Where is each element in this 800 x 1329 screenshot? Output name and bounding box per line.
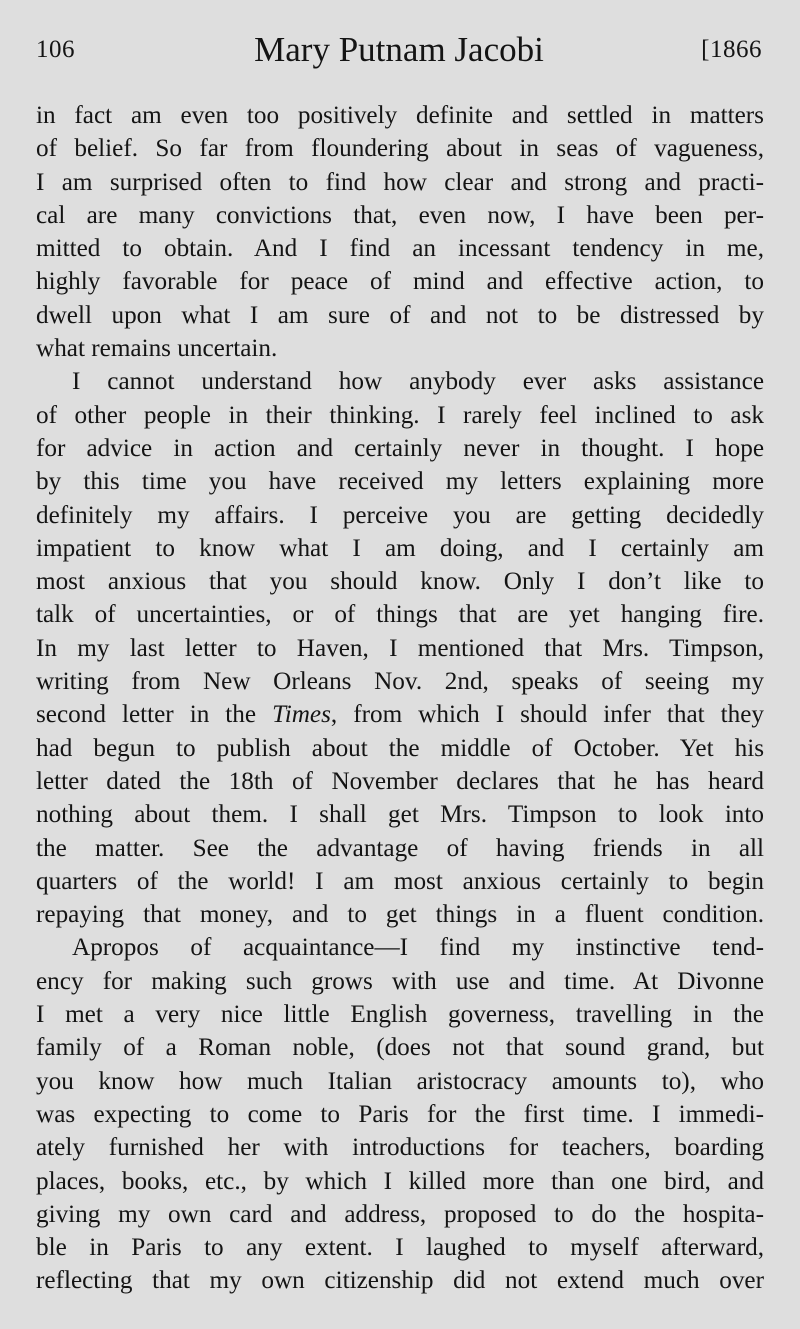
page-number: 106: [36, 36, 75, 63]
text-span: second letter in the: [36, 701, 273, 729]
text-line: the matter. See the advantage of having friends in all: [36, 834, 764, 862]
text-line: I met a very nice little English governess, travelling in the: [36, 1001, 764, 1029]
text-line: for advice in action and certainly never in thought. I hope: [36, 434, 764, 462]
text-line: cal are many convictions that, even now, I have been per-: [36, 201, 764, 229]
running-year: [1866: [701, 36, 762, 63]
text-line: nothing about them. I shall get Mrs. Timpson to look into: [36, 801, 764, 829]
text-line: family of a Roman noble, (does not that sound grand, but: [36, 1034, 764, 1062]
text-line: you know how much Italian aristocracy amounts to), who: [36, 1067, 764, 1095]
text-line: letter dated the 18th of November declares that he has heard: [36, 767, 764, 795]
text-line: mitted to obtain. And I find an incessant tendency in me,: [36, 235, 764, 263]
body-text: [36, 99, 764, 1298]
text-line: I am surprised often to find how clear and strong and practi-: [36, 168, 764, 196]
text-line: definitely my affairs. I perceive you are getting decidedly: [36, 501, 764, 529]
text-line: talk of uncertainties, or of things that are yet hanging fire.: [36, 601, 764, 629]
running-title: Mary Putnam Jacobi: [254, 30, 544, 69]
text-line: I cannot understand how anybody ever asks assistance: [72, 368, 764, 396]
text-line: In my last letter to Haven, I mentioned that Mrs. Timpson,: [36, 634, 764, 662]
text-line: giving my own card and address, proposed to do the hospita-: [36, 1200, 764, 1228]
text-line: ble in Paris to any extent. I laughed to myself afterward,: [36, 1234, 764, 1262]
text-line: of other people in their thinking. I rarely feel inclined to ask: [36, 401, 764, 429]
text-line: [36, 698, 764, 731]
text-line: ately furnished her with introductions for teachers, boarding: [36, 1134, 764, 1162]
text-line: had begun to publish about the middle of October. Yet his: [36, 734, 764, 762]
text-line: reflecting that my own citizenship did not extend much over: [36, 1267, 764, 1295]
text-line: dwell upon what I am sure of and not to be distressed by: [36, 301, 764, 329]
text-line: quarters of the world! I am most anxious certainly to begin: [36, 867, 764, 895]
italic-title: Times: [272, 701, 331, 729]
text-line: most anxious that you should know. Only I don’t like to: [36, 568, 764, 596]
text-line: Apropos of acquaintance—I find my instinctive tend-: [72, 934, 764, 962]
text-line: impatient to know what I am doing, and I certainly am: [36, 534, 764, 562]
text-line: by this time you have received my letters explaining more: [36, 468, 764, 496]
text-line: of belief. So far from floundering about in seas of vagueness,: [36, 135, 764, 163]
text-line: places, books, etc., by which I killed more than one bird, and: [36, 1167, 764, 1195]
text-span: , from which I should infer that they: [330, 701, 765, 729]
running-header: [36, 30, 762, 76]
text-line: repaying that money, and to get things in a fluent condition.: [36, 901, 764, 929]
text-line: was expecting to come to Paris for the first time. I immedi-: [36, 1100, 764, 1128]
text-line: what remains uncertain.: [36, 335, 278, 363]
text-line: ency for making such grows with use and time. At Divonne: [36, 967, 764, 995]
text-line: in fact am even too positively definite and settled in matters: [36, 102, 764, 129]
text-line: highly favorable for peace of mind and effective action, to: [36, 268, 764, 296]
text-line: writing from New Orleans Nov. 2nd, speaks of seeing my: [36, 668, 764, 696]
